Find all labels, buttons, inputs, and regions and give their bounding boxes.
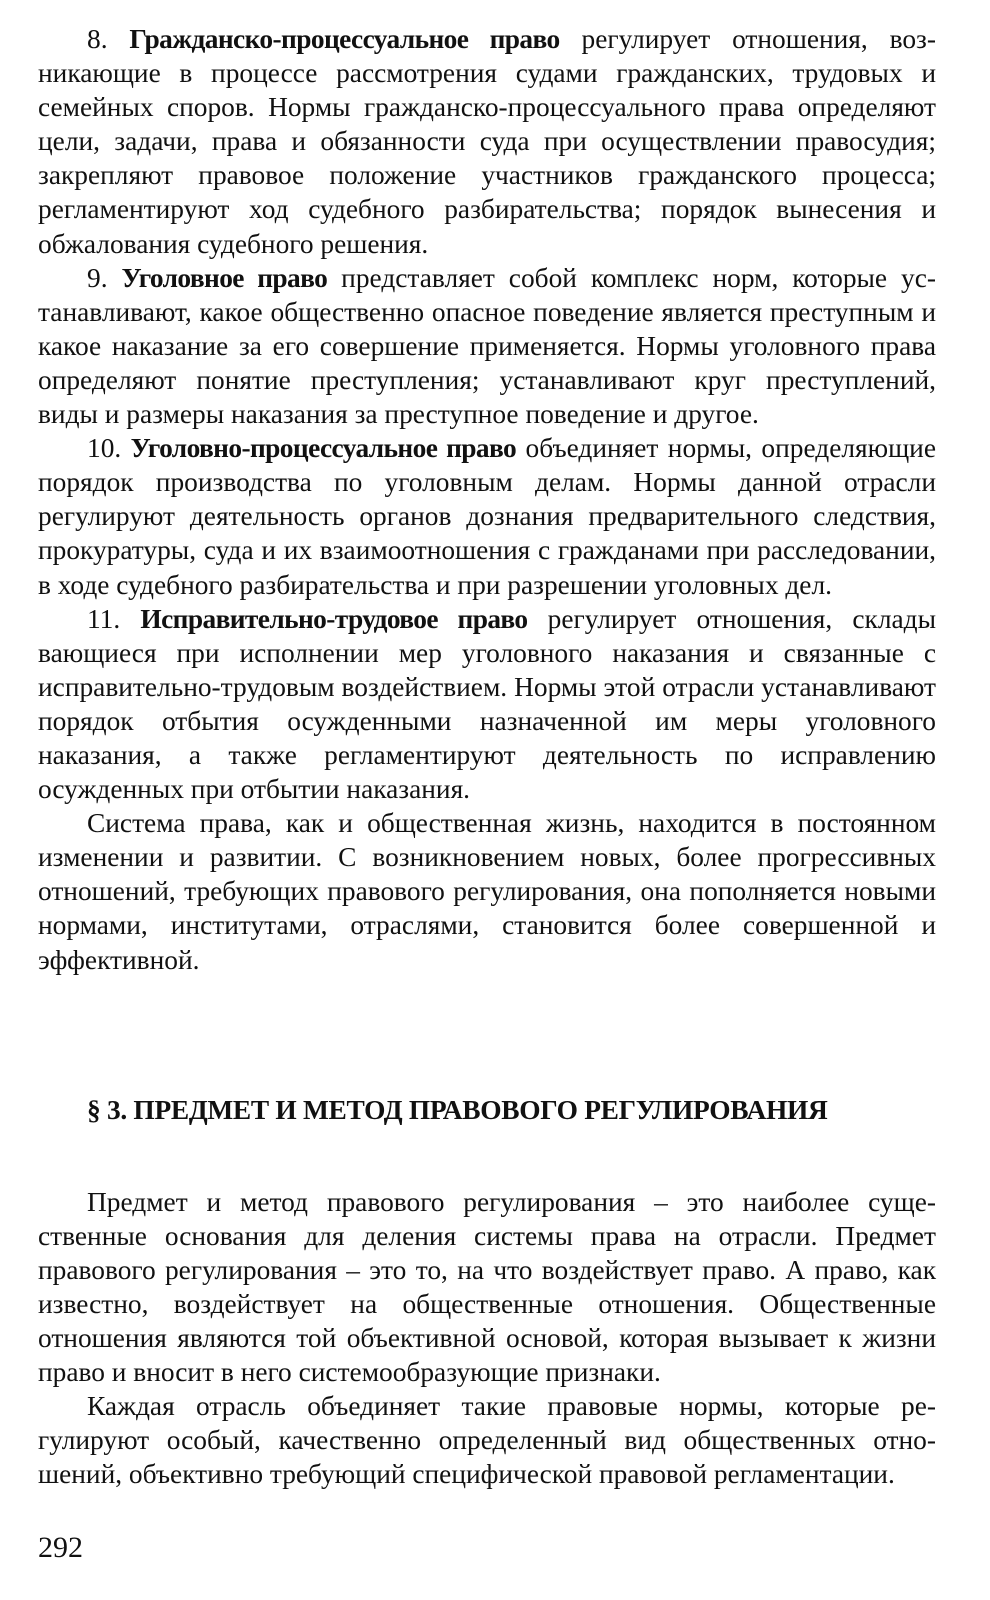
item-text: регулирует отношения, возникающие в процессе рассмотрения судами гражданских, трудовых и семейных споров. Нормы гражданско-процессуального права определяют цели, задачи, права и обязанности суда при осуществлении правосудия; закрепляют правовое положение участников гражданского процесса; регламентируют ход судебного разбирательства; порядок вынесения и обжалования судебного решения. bbox=[38, 24, 936, 259]
item-term: Уголовно-процессуальное право bbox=[130, 433, 517, 464]
item-8 bbox=[38, 22, 936, 261]
item-10 bbox=[38, 431, 936, 601]
item-11 bbox=[38, 602, 936, 807]
item-number: 9. bbox=[87, 262, 108, 293]
page-number: 292 bbox=[38, 1531, 83, 1564]
item-term: Исправительно-трудовое право bbox=[140, 603, 528, 634]
item-term: Гражданско-процессуальное право bbox=[129, 24, 560, 54]
item-text: представляет собой комплекс норм, которые устанавливают, какое общественно опасное поведение является преступным и какое наказание за его совершение применяется. Нормы уголовного права определяют понятие преступления; устанавливают круг преступлений, виды и размеры наказания за преступное поведение и другое. bbox=[38, 262, 936, 430]
item-text: регулирует отношения, склады вающиеся при исполнении мер уголовного наказания и связанные с исправительно-трудовым воздействием. Нормы этой отрасли устанавливают порядок отбытия осужденными назначенной им меры уголовного наказания, а также регламентируют деятельность по исправлению осужденных при отбытии наказания. bbox=[38, 603, 936, 805]
item-text: объединяет нормы, определяющие порядок производства по уголовным делам. Нормы данной отрасли регулируют деятельность органов дознания предварительного следствия, прокуратуры, суда и их взаимоотношения с гражданами при расследовании, в ходе судебного разбирательства и при разрешении уголовных дел. bbox=[38, 433, 936, 600]
item-number: 10. bbox=[87, 433, 122, 464]
item-number: 8. bbox=[87, 24, 108, 54]
section-paragraph-2: Каждая отрасль объединяет такие правовые нормы, которые регулируют особый, качественно определенный вид общественных отношений, объективно требующий специфической правовой регламентации. bbox=[38, 1391, 936, 1490]
summary-paragraph: Система права, как и общественная жизнь, находится в постоянном изменении и развитии. С возникновением новых, более прогрессивных отношений, требующих правового регулирования, она пополняется новыми нормами, институтами, отраслями, становится более совершенной и эффективной. bbox=[38, 808, 936, 975]
page-content bbox=[38, 22, 936, 1491]
section-title: § 3. ПРЕДМЕТ И МЕТОД ПРАВОВОГО РЕГУЛИРОВАНИЯ bbox=[87, 1094, 828, 1125]
item-9 bbox=[38, 261, 936, 431]
item-term: Уголовное право bbox=[121, 262, 328, 293]
section-paragraph-1: Предмет и метод правового регулирования – это наиболее существенные основания для деления системы права на отрасли. Предмет правового регулирования – это то, на что воздействует право. А право, как известно, воздействует на общественные отношения. Общественные отношения являются той объективной основой, которая вызывает к жизни право и вносит в него системообразующие признаки. bbox=[38, 1186, 936, 1388]
item-number: 11. bbox=[87, 603, 121, 634]
